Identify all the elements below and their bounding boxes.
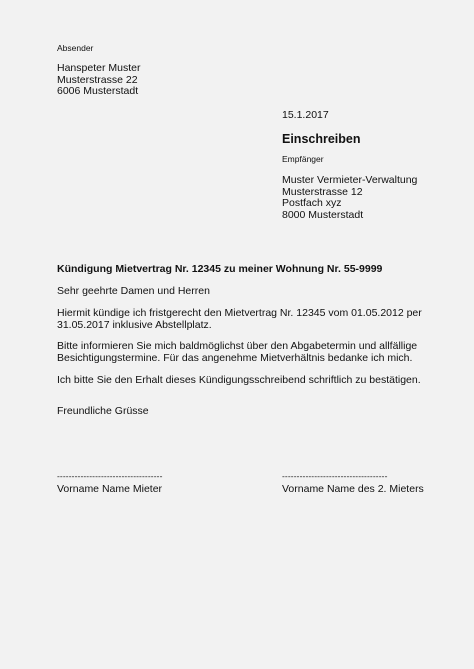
sender-label: Absender: [57, 43, 94, 53]
paragraph-line: Ich bitte Sie den Erhalt dieses Kündigungsschreibend schriftlich zu bestätigen.: [57, 374, 421, 386]
paragraph-line: Hiermit kündige ich fristgerecht den Mietvertrag Nr. 12345 vom 01.05.2012 per: [57, 307, 422, 319]
paragraph-line: Bitte informieren Sie mich baldmöglichst über den Abgabetermin und allfällige: [57, 340, 418, 352]
sender-street: Musterstrasse 22: [57, 73, 138, 86]
delivery-method: Einschreiben: [282, 132, 361, 146]
paragraph-line: 31.05.2017 inklusive Abstellplatz.: [57, 318, 212, 331]
sender-address: [57, 63, 140, 98]
sender-city: 6006 Musterstadt: [57, 85, 139, 97]
paragraph-termination: [57, 308, 422, 332]
recipient-name: Muster Vermieter-Verwaltung: [282, 174, 418, 186]
recipient-city: 8000 Musterstadt: [282, 208, 364, 221]
recipient-address: [282, 175, 417, 221]
signature-line-1: ------------------------------------: [57, 471, 163, 481]
paragraph-line: Besichtigungstermine. Für das angenehme Mietverhältnis bedanke ich mich.: [57, 351, 413, 364]
sender-name: Hanspeter Muster: [57, 62, 141, 74]
letter-subject: Kündigung Mietvertrag Nr. 12345 zu meiner Wohnung Nr. 55-9999: [57, 263, 383, 275]
signature-line-2: ------------------------------------: [282, 471, 388, 481]
recipient-street: Musterstrasse 12: [282, 185, 363, 198]
signature-name-2: Vorname Name des 2. Mieters: [282, 483, 424, 495]
recipient-pobox: Postfach xyz: [282, 197, 342, 209]
paragraph-handover: [57, 341, 417, 365]
paragraph-confirmation: [57, 375, 421, 387]
signature-name-1: Vorname Name Mieter: [57, 483, 163, 495]
recipient-label: Empfänger: [282, 154, 324, 164]
letter-date: 15.1.2017: [282, 109, 329, 121]
closing: Freundliche Grüsse: [57, 405, 149, 417]
salutation: Sehr geehrte Damen und Herren: [57, 285, 210, 297]
